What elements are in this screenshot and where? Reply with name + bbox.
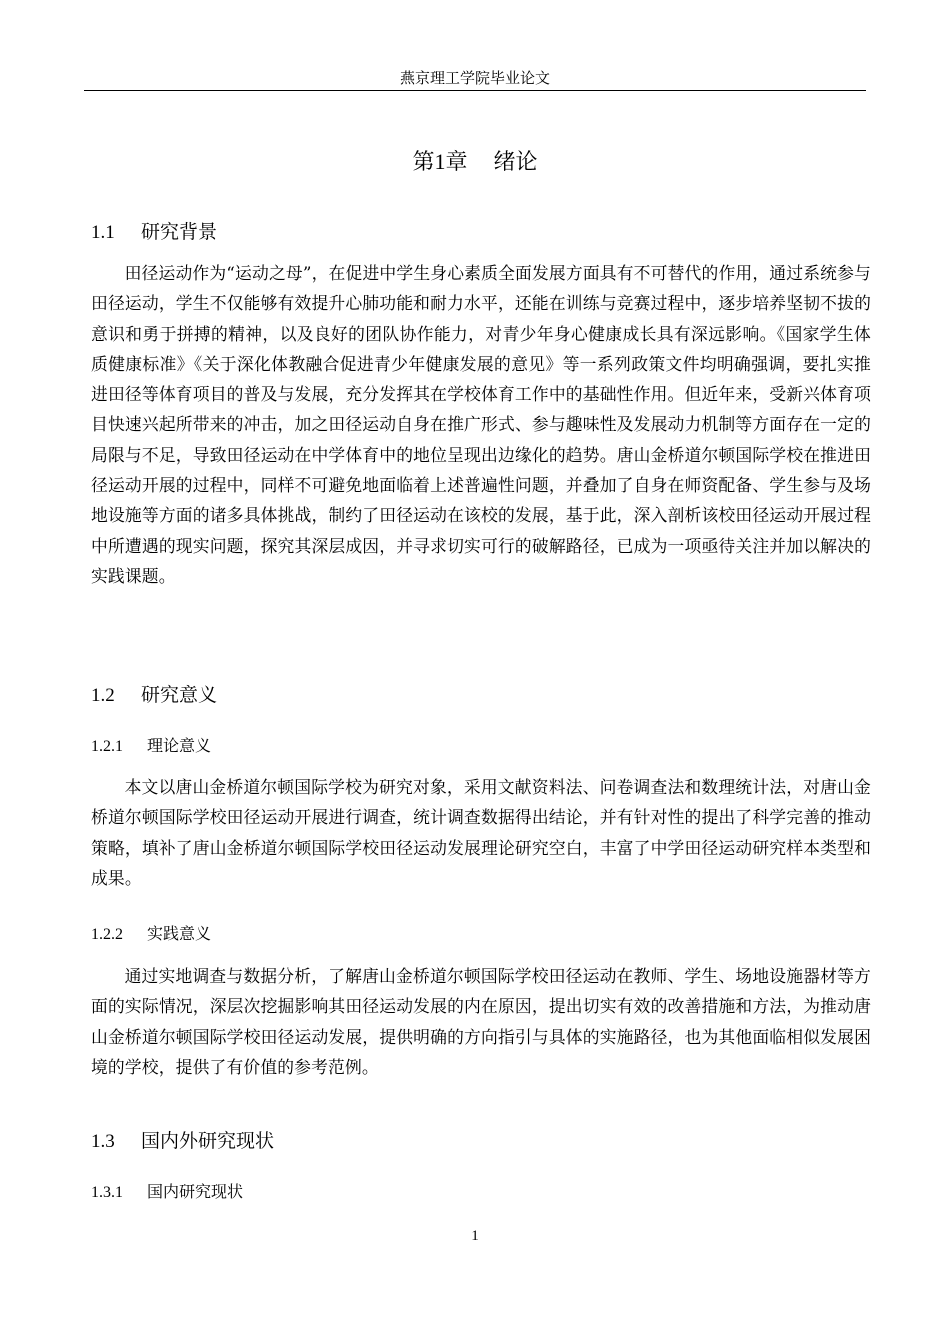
chapter-title-text: 绪论 xyxy=(493,150,538,175)
chapter-label-suffix: 章 xyxy=(445,150,468,175)
chapter-number: 1 xyxy=(434,149,446,174)
subsection-heading-1-3-1 xyxy=(91,1180,243,1205)
chapter-label-prefix: 第 xyxy=(412,150,435,175)
subsection-title: 理论意义 xyxy=(147,736,212,755)
header-rule xyxy=(84,90,866,91)
chapter-title xyxy=(84,146,866,179)
section-heading-1-2 xyxy=(91,681,217,710)
paragraph-theoretical-significance: 本文以唐山金桥道尔顿国际学校为研究对象，采用文献资料法、问卷调查法和数理统计法，对唐山金桥道尔顿国际学校田径运动开展进行调查，统计调查数据得出结论，并有针对性的提出了科学完善的推动策略，填补了唐山金桥道尔顿国际学校田径运动发展理论研究空白，丰富了中学田径运动研究样本类型和成果。 xyxy=(91,777,871,888)
paragraph-research-background: 田径运动作为“运动之母”，在促进中学生身心素质全面发展方面具有不可替代的作用，通过系统参与田径运动，学生不仅能够有效提升心肺功能和耐力水平，还能在训练与竞赛过程中，逐步培养坚韧不拔的意识和勇于拼搏的精神，以及良好的团队协作能力，对青少年身心健康成长具有深远影响。《国家学生体质健康标准》《关于深化体教融合促进青少年健康发展的意见》等一系列政策文件均明确强调，要扎实推进田径等体育项目的普及与发展，充分发挥其在学校体育工作中的基础性作用。但近年来，受新兴体育项目快速兴起所带来的冲击，加之田径运动自身在推广形式、参与趣味性及发展动力机制等方面存在一定的局限与不足，导致田径运动在中学体育中的地位呈现出边缘化的趋势。唐山金桥道尔顿国际学校在推进田径运动开展的过程中，同样不可避免地面临着上述普遍性问题，并叠加了自身在师资配备、学生参与及场地设施等方面的诸多具体挑战，制约了田径运动在该校的发展，基于此，深入剖析该校田径运动开展过程中所遭遇的现实问题，探究其深层成因，并寻求切实可行的破解路径，已成为一项亟待关注并加以解决的实践课题。 xyxy=(91,263,871,586)
section-number: 1.2 xyxy=(91,685,115,706)
page-number: 1 xyxy=(471,1228,479,1244)
running-header: 燕京理工学院毕业论文 xyxy=(399,69,550,87)
subsection-heading-1-2-2 xyxy=(91,922,211,947)
section-number: 1.3 xyxy=(91,1131,115,1152)
subsection-title: 实践意义 xyxy=(147,924,212,943)
paragraph-practical-significance: 通过实地调查与数据分析，了解唐山金桥道尔顿国际学校田径运动在教师、学生、场地设施器材等方面的实际情况，深层次挖掘影响其田径运动发展的内在原因，提出切实有效的改善措施和方法，为推动唐山金桥道尔顿国际学校田径运动发展，提供明确的方向指引与具体的实施路径，也为其他面临相似发展困境的学校，提供了有价值的参考范例。 xyxy=(91,966,871,1077)
section-number: 1.1 xyxy=(91,222,115,243)
section-title: 国内外研究现状 xyxy=(141,1130,275,1152)
section-heading-1-1 xyxy=(91,218,217,247)
section-heading-1-3 xyxy=(91,1127,274,1156)
section-title: 研究意义 xyxy=(141,684,218,706)
subsection-number: 1.2.1 xyxy=(91,738,123,755)
section-title: 研究背景 xyxy=(141,221,218,243)
subsection-number: 1.2.2 xyxy=(91,926,123,943)
subsection-number: 1.3.1 xyxy=(91,1184,123,1201)
subsection-heading-1-2-1 xyxy=(91,734,211,759)
subsection-title: 国内研究现状 xyxy=(147,1182,244,1201)
